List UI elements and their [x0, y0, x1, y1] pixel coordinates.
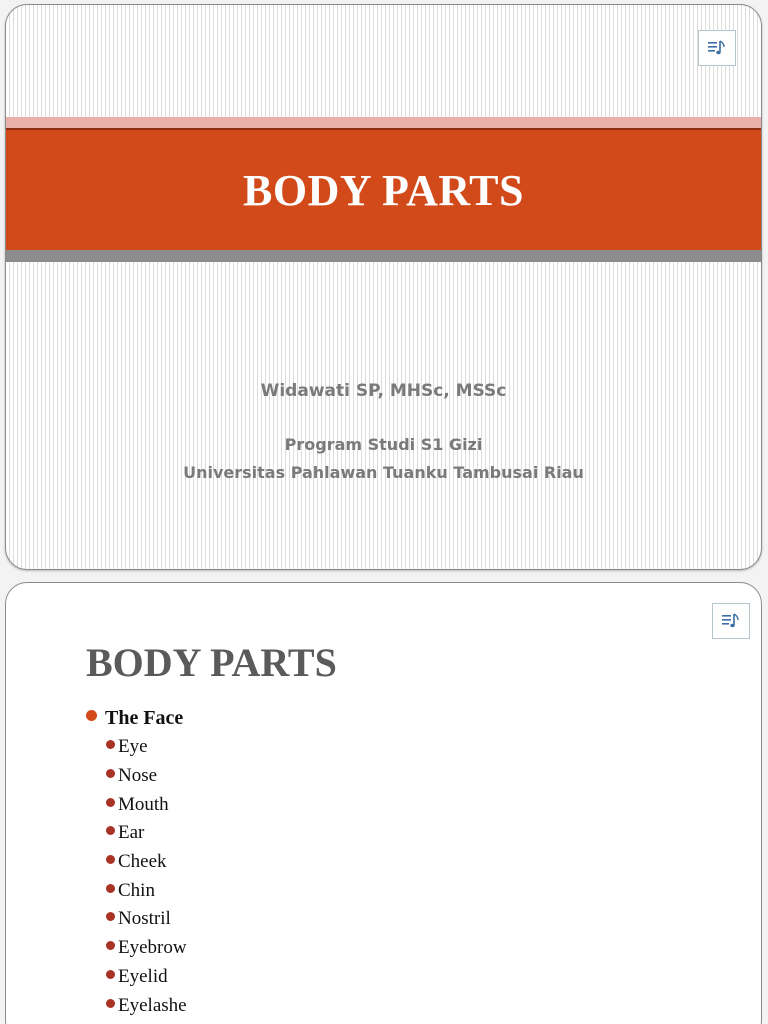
list-item-label: Eyebrow [118, 937, 187, 959]
bullet-icon [106, 970, 115, 979]
list-item-label: Eyelid [118, 965, 168, 987]
audio-note-icon[interactable] [712, 603, 750, 639]
audio-note-icon-graphic [707, 39, 727, 57]
list-item-label: Mouth [118, 793, 169, 815]
list-item-label: Nostril [118, 908, 171, 930]
list-item [106, 733, 187, 762]
list-item [106, 848, 187, 877]
list-item [106, 934, 187, 963]
sub-list [86, 733, 187, 1020]
bullet-icon [106, 912, 115, 921]
section-label: The Face [105, 706, 184, 729]
list-item [106, 991, 187, 1020]
list-item [106, 819, 187, 848]
list-item [106, 963, 187, 992]
list-item [106, 905, 187, 934]
slide-title: BODY PARTS [243, 165, 524, 215]
list-item [106, 790, 187, 819]
list-item-label: Eyelashe [118, 994, 187, 1016]
band-main [6, 130, 761, 250]
subtitle-block [6, 381, 761, 491]
bullet-icon [106, 941, 115, 950]
bullet-icon [86, 710, 97, 721]
program-name: Program Studi S1 Gizi [284, 435, 483, 454]
slide-heading: BODY PARTS [86, 640, 337, 685]
bullet-icon [106, 740, 115, 749]
list-item-label: Ear [118, 822, 145, 844]
title-band [6, 117, 761, 263]
audio-note-icon[interactable] [698, 30, 736, 66]
university-name: Universitas Pahlawan Tuanku Tambusai Riau [183, 463, 584, 482]
list-item-label: Nose [118, 765, 158, 787]
section-heading [86, 703, 187, 733]
bullet-icon [106, 884, 115, 893]
author-name: Widawati SP, MHSc, MSSc [260, 381, 507, 401]
list-item-label: Cheek [118, 851, 167, 873]
audio-note-icon-graphic [721, 612, 741, 630]
band-bottom-stripe [6, 250, 761, 262]
list-item-label: Chin [118, 879, 155, 901]
bullet-icon [106, 798, 115, 807]
bullet-icon [106, 999, 115, 1008]
bullet-icon [106, 826, 115, 835]
list-item [106, 876, 187, 905]
band-top-stripe [6, 117, 761, 128]
list-section [86, 703, 187, 1020]
bullet-icon [106, 769, 115, 778]
list-item-label: Eye [118, 736, 148, 758]
title-slide [5, 4, 762, 570]
content-slide [5, 582, 762, 1024]
list-item [106, 762, 187, 791]
bullet-icon [106, 855, 115, 864]
bullet-list [86, 703, 187, 1020]
